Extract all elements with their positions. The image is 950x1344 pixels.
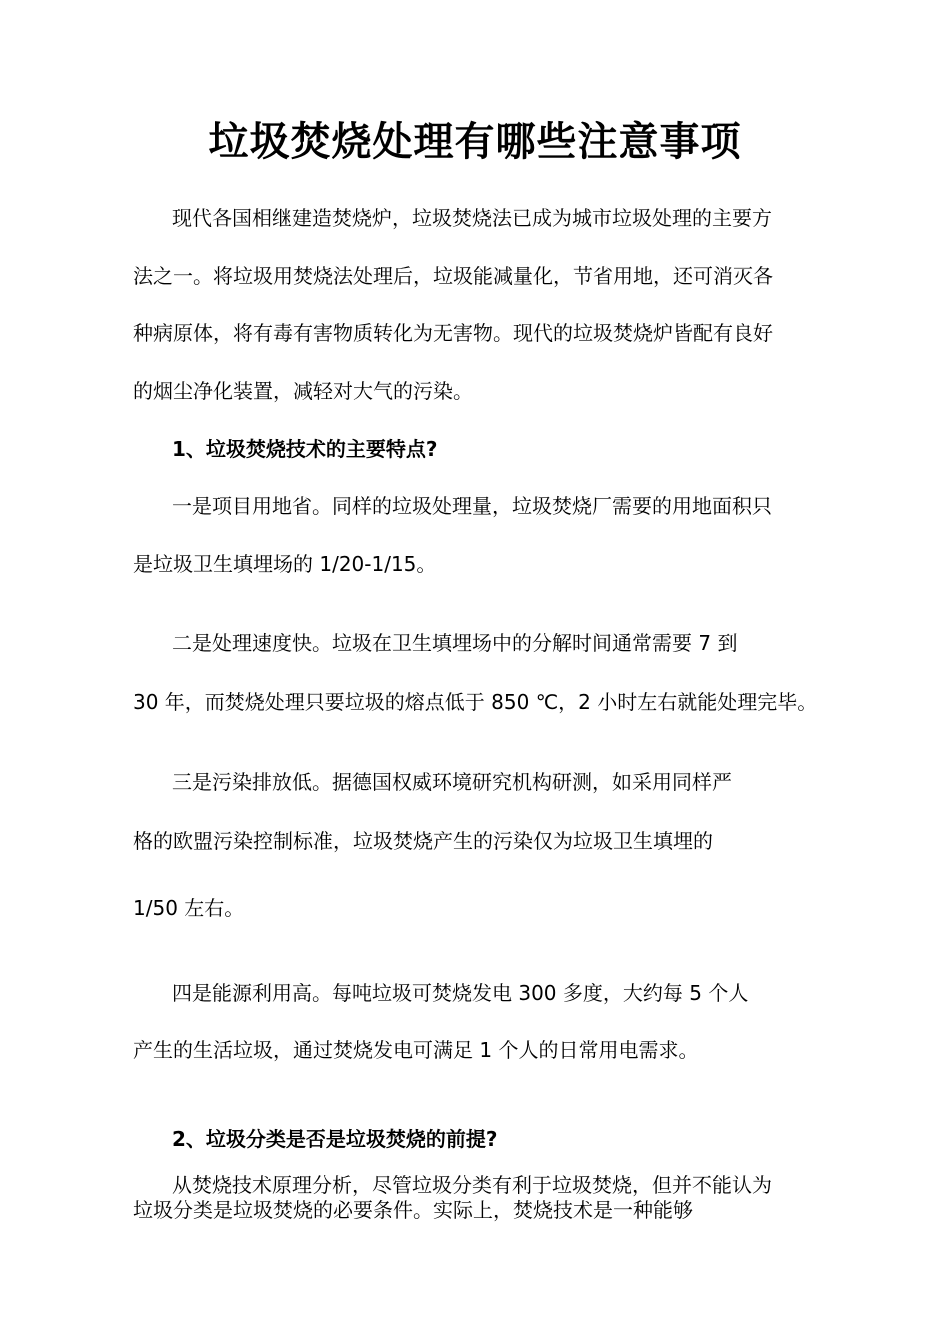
point4-line: 四是能源利用高。每吨垃圾可焚烧发电 300 多度，大约每 5 个人 <box>172 981 749 1005</box>
point3-line: 1/50 左右。 <box>133 896 245 920</box>
para2-line: 从焚烧技术原理分析，尽管垃圾分类有利于垃圾焚烧，但并不能认为 <box>172 1173 772 1197</box>
intro-line: 现代各国相继建造焚烧炉，垃圾焚烧法已成为城市垃圾处理的主要方 <box>172 206 772 230</box>
intro-line: 的烟尘净化装置，减轻对大气的污染。 <box>133 379 473 403</box>
point1-line: 是垃圾卫生填埋场的 1/20-1/15。 <box>133 552 437 576</box>
point2-line: 二是处理速度快。垃圾在卫生填埋场中的分解时间通常需要 7 到 <box>172 631 738 655</box>
section-heading-2: 2、垃圾分类是否是垃圾焚烧的前提? <box>172 1127 498 1151</box>
point3-line: 三是污染排放低。据德国权威环境研究机构研测，如采用同样严 <box>172 770 732 794</box>
intro-line: 法之一。将垃圾用焚烧法处理后，垃圾能减量化，节省用地，还可消灭各 <box>133 264 773 288</box>
point1-line: 一是项目用地省。同样的垃圾处理量，垃圾焚烧厂需要的用地面积只 <box>172 494 772 518</box>
point2-line: 30 年，而焚烧处理只要垃圾的熔点低于 850 ℃，2 小时左右就能处理完毕。 <box>133 690 818 714</box>
section-heading-1: 1、垃圾焚烧技术的主要特点? <box>172 437 438 461</box>
para2-line: 垃圾分类是垃圾焚烧的必要条件。实际上，焚烧技术是一种能够 <box>133 1198 693 1222</box>
point3-line: 格的欧盟污染控制标准，垃圾焚烧产生的污染仅为垃圾卫生填埋的 <box>133 829 713 853</box>
document-title: 垃圾焚烧处理有哪些注意事项 <box>208 119 742 165</box>
intro-line: 种病原体，将有毒有害物质转化为无害物。现代的垃圾焚烧炉皆配有良好 <box>133 321 773 345</box>
point4-line: 产生的生活垃圾，通过焚烧发电可满足 1 个人的日常用电需求。 <box>133 1038 699 1062</box>
